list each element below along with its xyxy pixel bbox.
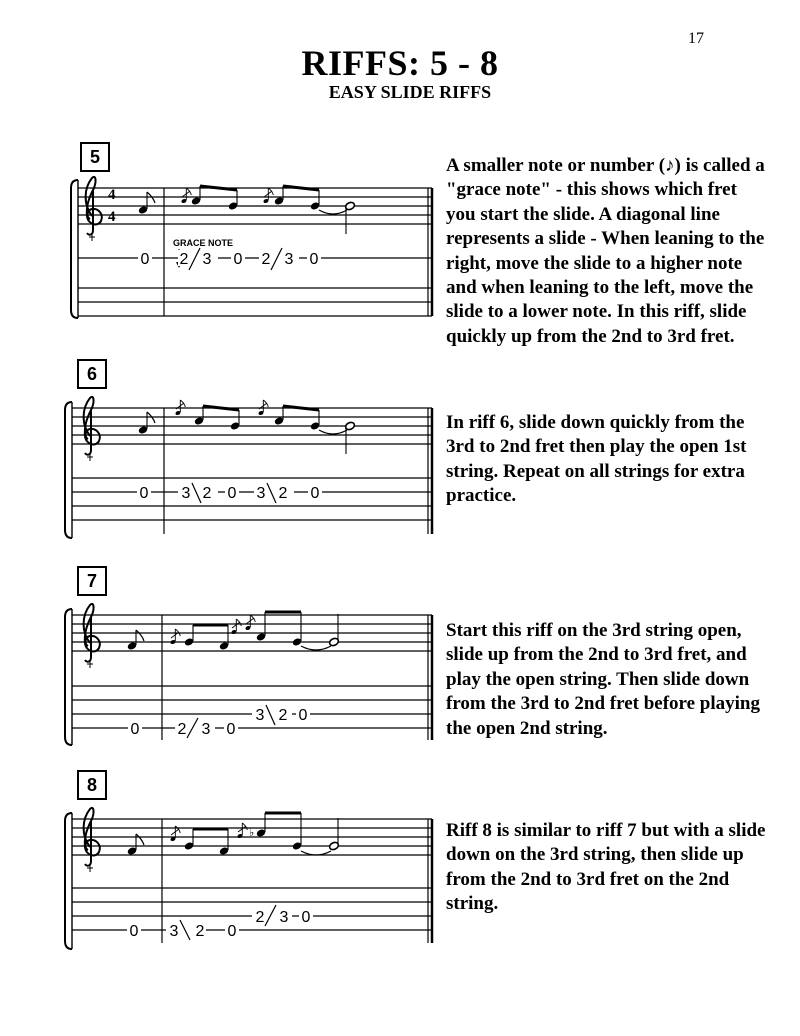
riff-7-tab-5: 2 — [278, 707, 288, 724]
riff-number-6: 6 — [77, 359, 107, 389]
riff-7-tab-4: 3 — [255, 707, 265, 724]
riff-8-tab-6: 0 — [301, 909, 311, 926]
riff-6-tab-4: 3 — [256, 485, 266, 502]
page-number: 17 — [688, 30, 704, 47]
riff-6-notation — [65, 397, 432, 538]
riff-8-tab-2: 2 — [195, 923, 205, 940]
riff-5-tab-5: 3 — [284, 251, 294, 268]
riff-6-description: In riff 6, slide down quickly from the 3rd to 2nd fret then play the open 1st string. Repeat on all strings for extra practice. — [446, 412, 747, 507]
riff-5-tab-1: 2 — [179, 251, 189, 268]
riff-8-tab-4: 2 — [255, 909, 265, 926]
riff-5-notation — [71, 177, 432, 318]
riff-8-tab-3: 0 — [227, 923, 237, 940]
riff-5-tab-0: 0 — [140, 251, 150, 268]
riff-7-tab-1: 2 — [177, 721, 187, 738]
riff-6-tab-2: 2 — [202, 485, 212, 502]
riff-7-description: Start this riff on the 3rd string open, slide up from the 2nd to 3rd fret, and play the open string. Then slide down from the 3rd to 2nd fret before playing the open 2nd string. — [446, 620, 761, 739]
riff-7-tab-2: 3 — [201, 721, 211, 738]
riff-7-notation — [65, 604, 432, 745]
riff-7-tab-3: 0 — [226, 721, 236, 738]
riff-6-tab-1: 3 — [181, 485, 191, 502]
riff-8-description: Riff 8 is similar to riff 7 but with a slide down on the 3rd string, then slide up from the 2nd to 3rd fret on the 2nd string. — [446, 820, 766, 915]
page-title: RIFFS: 5 - 8 — [301, 43, 499, 83]
riff-8-tab-0: 0 — [129, 923, 139, 940]
riff-number-5: 5 — [80, 142, 110, 172]
riff-number-7: 7 — [77, 566, 107, 596]
riff-6-tab-5: 2 — [278, 485, 288, 502]
riff-7-tab-0: 0 — [130, 721, 140, 738]
riff-6-tab-0: 0 — [139, 485, 149, 502]
riff-5-tab-6: 0 — [309, 251, 319, 268]
riff-7-tab-6: 0 — [298, 707, 308, 724]
grace-note-label: GRACE NOTE — [173, 238, 234, 248]
riff-8-tab-1: 3 — [169, 923, 179, 940]
riff-6-tab-6: 0 — [310, 485, 320, 502]
riff-5-description: A smaller note or number (♪) is called a "grace note" - this shows which fret you start the slide. A diagonal line represents a slide - When leaning to the right, move the slide to a higher note and when leaning to the left, move the slide to a lower note. In this riff, slide quickly up from the 2nd to 3rd fret. — [446, 155, 765, 347]
riff-5-tab-4: 2 — [261, 251, 271, 268]
riff-5-tab-2: 3 — [202, 251, 212, 268]
riff-5-tab-3: 0 — [233, 251, 243, 268]
riff-5-time-sig-bottom: 4 — [108, 209, 116, 225]
riff-8-notation — [65, 808, 432, 949]
page-subtitle: EASY SLIDE RIFFS — [328, 82, 492, 102]
riff-5-time-sig-top: 4 — [108, 187, 116, 203]
riff-6-tab-3: 0 — [227, 485, 237, 502]
svg-text:♭: ♭ — [249, 827, 255, 839]
riff-8-tab-5: 3 — [279, 909, 289, 926]
riff-number-8: 8 — [77, 770, 107, 800]
